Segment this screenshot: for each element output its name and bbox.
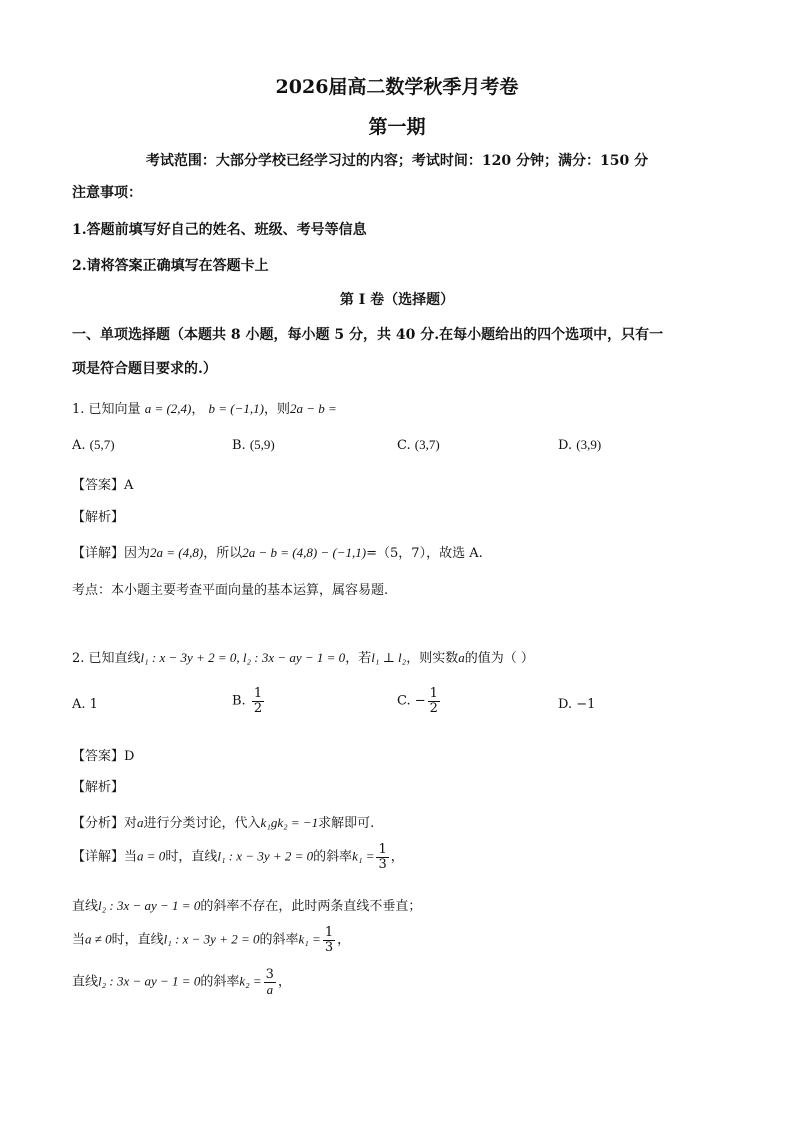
- question-1-stem: 1. 已知向量 a = (2,4)， b = (−1,1)，则2a − b =: [72, 401, 337, 417]
- q2-detail-line1: 【详解】当a = 0时，直线l₁ : x − 3y + 2 = 0的斜率k₁ = $\frac{1}{3}$ ，: [72, 842, 404, 872]
- page-subtitle: 第一期: [368, 116, 426, 138]
- exam-info: 考试范围：大部分学校已经学习过的内容；考试时间：120 分钟；满分：150 分: [145, 153, 649, 169]
- part-heading-line1: 一、单项选择题（本题共 8 小题，每小题 5 分，共 40 分.在每小题给出的四个选项中，只有一: [72, 327, 664, 343]
- q2-detail-line4: 直线l₂ : 3x − ay − 1 = 0的斜率k₂ = $\frac{3}{a}$ ，: [72, 967, 291, 997]
- q1-prefix: 1. 已知向量: [72, 402, 141, 417]
- q2-detail-line2: 直线l₂ : 3x − ay − 1 = 0的斜率不存在，此时两条直线不垂直；: [72, 898, 422, 914]
- q1-option-c: C. (3,7): [397, 437, 440, 453]
- q1-detail: 【详解】因为2a = (4,8)，所以2a − b = (4,8) − (−1,1)=（5，7），故选 A.: [72, 545, 483, 561]
- q2-option-a: A. 1: [72, 697, 98, 712]
- q1-vector-b: b = (−1,1): [208, 401, 264, 416]
- q2-option-b: B. $\frac{1}{2}$: [232, 686, 263, 716]
- q2-option-c: C. − $\frac{1}{2}$: [397, 686, 438, 716]
- q1-expression: 2a − b =: [289, 401, 337, 416]
- q2-fenxi: 【分析】对a进行分类讨论，代入k₁gk₂ = −1求解即可.: [72, 815, 375, 831]
- q2-detail-line3: 当a ≠ 0时，直线l₁ : x − 3y + 2 = 0的斜率k₁ = $\frac{1}{3}$ ，: [72, 925, 351, 955]
- q1-analysis-tag: 【解析】: [72, 510, 125, 525]
- q1-vector-a: a = (2,4): [144, 401, 192, 416]
- q2-option-d: D. −1: [558, 697, 596, 712]
- q1-option-a: A. (5,7): [72, 437, 115, 453]
- page-title: 2026届高二数学秋季月考卷: [275, 76, 519, 98]
- q1-option-b: B. (5,9): [232, 437, 275, 453]
- volume-title: 第 I 卷（选择题）: [339, 292, 455, 308]
- q1-answer: 【答案】A: [72, 478, 134, 493]
- q1-kaodian: 考点：本小题主要考查平面向量的基本运算，属容易题.: [72, 583, 389, 598]
- q1-option-d: D. (3,9): [558, 437, 602, 453]
- question-2-stem: 2. 已知直线l₁ : x − 3y + 2 = 0, l₂ : 3x − ay − 1 = 0，若l₁ ⊥ l₂，则实数a的值为（ ）: [72, 650, 534, 666]
- note-item: 1.答题前填写好自己的姓名、班级、考号等信息: [72, 222, 367, 238]
- q2-analysis-tag: 【解析】: [72, 780, 125, 795]
- q2-answer: 【答案】D: [72, 749, 135, 764]
- note-item: 2.请将答案正确填写在答题卡上: [72, 258, 269, 274]
- notes-heading: 注意事项：: [72, 185, 142, 201]
- part-heading-line2: 项是符合题目要求的.）: [72, 361, 217, 377]
- q1-then: ，则: [263, 402, 290, 417]
